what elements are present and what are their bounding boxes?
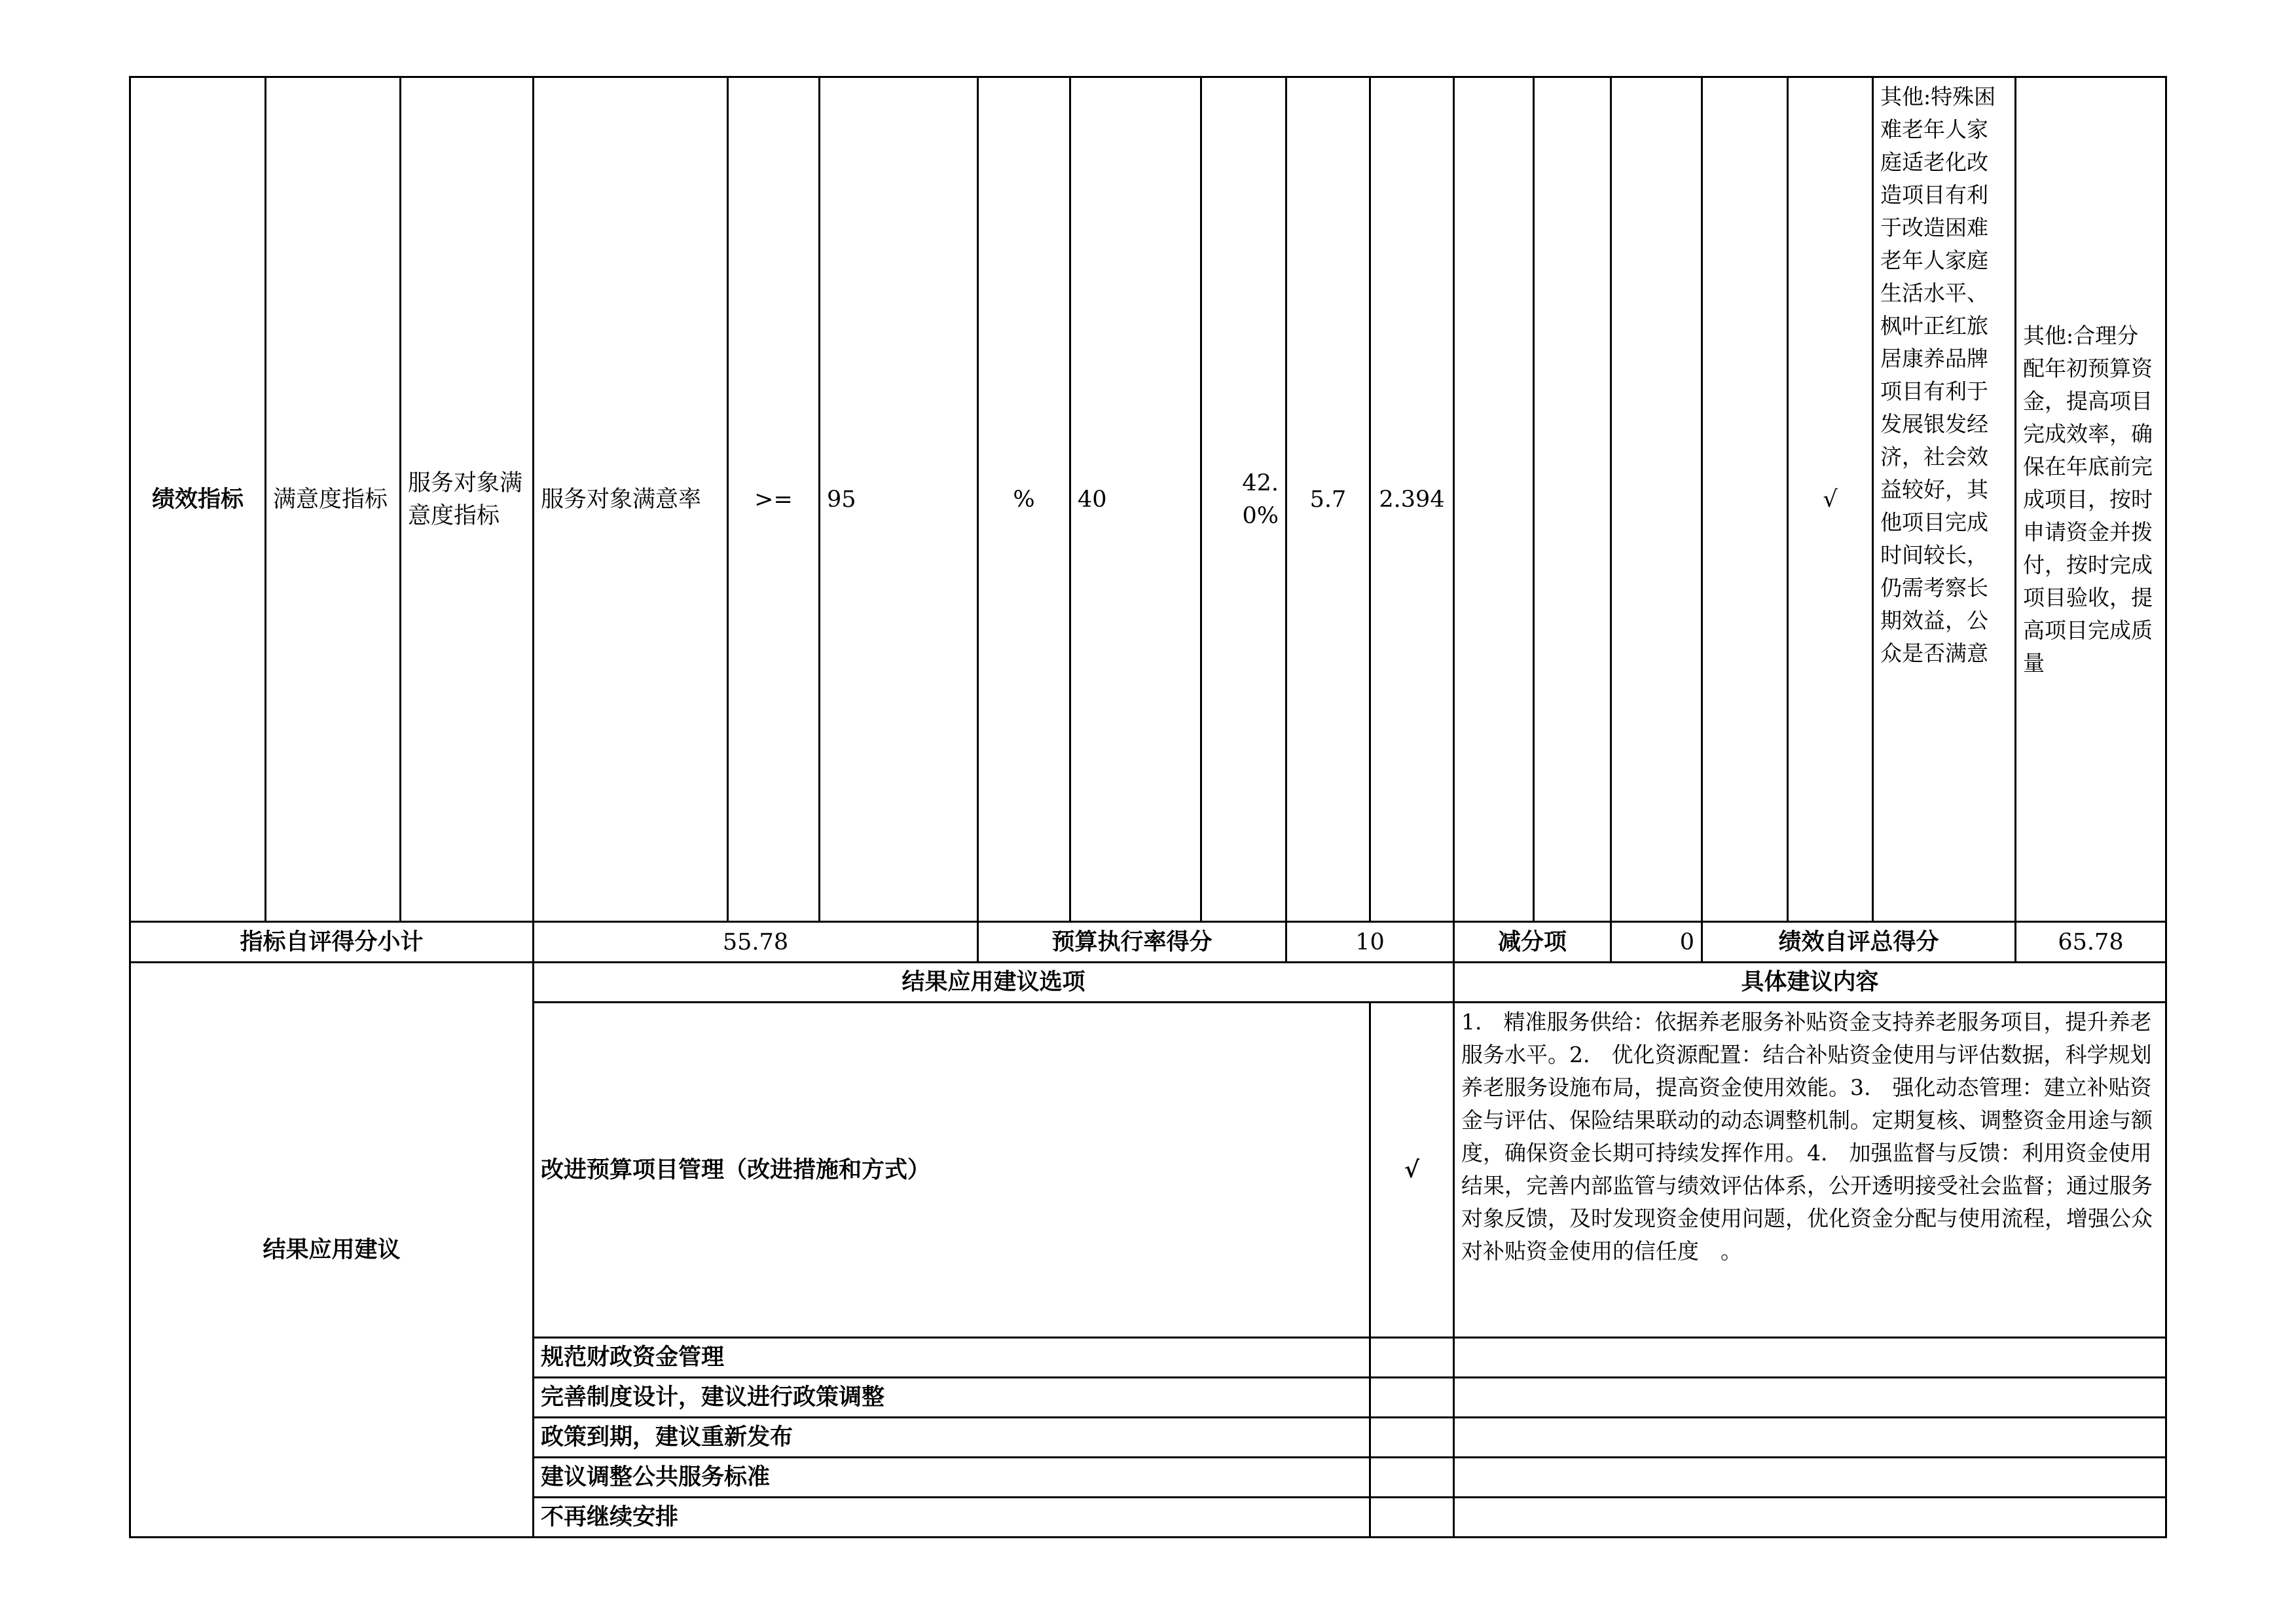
budget-rate-label: 预算执行率得分 [978,922,1286,963]
indicator-name-cell: 服务对象满意率 [534,77,728,922]
option-label: 建议调整公共服务标准 [534,1458,1370,1498]
empty-cell-4 [1702,77,1788,922]
result-section-title: 结果应用建议 [130,963,534,1538]
unit-cell: % [978,77,1070,922]
option-label: 规范财政资金管理 [534,1338,1370,1378]
option-content [1454,1418,2166,1458]
total-score-label: 绩效自评总得分 [1702,922,2016,963]
option-check [1370,1498,1454,1538]
indicator-level1-cell: 绩效指标 [130,77,266,922]
performance-evaluation-table [129,76,2167,1538]
summary-row [130,922,2166,963]
option-content [1454,1338,2166,1378]
option-check [1370,1378,1454,1418]
improvement-measure-cell: 其他:合理分配年初预算资金，提高项目完成效率，确保在年底前完成项目，按时申请资金并拨付，按时完成项目验收，提高项目完成质量 [2016,77,2166,922]
option-check: √ [1370,1003,1454,1338]
result-header-row [130,963,2166,1003]
content-header: 具体建议内容 [1454,963,2166,1003]
option-label: 不再继续安排 [534,1498,1370,1538]
deduct-cell: 2.394 [1370,77,1454,922]
check-mark-cell: √ [1788,77,1873,922]
indicator-row [130,77,2166,922]
indicator-level3-cell: 服务对象满意度指标 [401,77,534,922]
indicator-level2-cell: 满意度指标 [266,77,401,922]
operator-cell: >= [728,77,820,922]
target-value-cell: 95 [820,77,978,922]
weight-cell: 40 [1070,77,1201,922]
option-check [1370,1418,1454,1458]
option-content [1454,1498,2166,1538]
indicator-subtotal-label: 指标自评得分小计 [130,922,534,963]
option-check [1370,1338,1454,1378]
empty-cell-3 [1611,77,1702,922]
options-header: 结果应用建议选项 [534,963,1454,1003]
option-content: 1. 精准服务供给：依据养老服务补贴资金支持养老服务项目，提升养老服务水平。2. 优化资源配置：结合补贴资金使用与评估数据，科学规划养老服务设施布局，提高资金使用效能。3. 强化动态管理：建立补贴资金与评估、保险结果联动的动态调整机制。定期复核、调整资金用途与额度，确保资金长期可持续发挥作用。4. 加强监督与反馈：利用资金使用结果，完善内部监管与绩效评估体系，公开透明接受社会监督；通过服务对象反馈，及时发现资金使用问题，优化资金分配与使用流程，增强公众对补贴资金使用的信任度 。 [1454,1003,2166,1338]
option-label: 完善制度设计，建议进行政策调整 [534,1378,1370,1418]
option-content [1454,1458,2166,1498]
budget-rate-value: 10 [1286,922,1454,963]
option-content [1454,1378,2166,1418]
option-label: 政策到期，建议重新发布 [534,1418,1370,1458]
score-cell: 5.7 [1286,77,1370,922]
indicator-subtotal-value: 55.78 [534,922,978,963]
option-check [1370,1458,1454,1498]
empty-cell-1 [1454,77,1534,922]
deduction-value: 0 [1611,922,1702,963]
empty-cell-2 [1534,77,1611,922]
actual-value-cell: 42.0% [1201,77,1286,922]
deduction-label: 减分项 [1454,922,1611,963]
deviation-reason-cell: 其他:特殊困难老年人家庭适老化改造项目有利于改造困难老年人家庭生活水平、枫叶正红旅居康养品牌项目有利于发展银发经济，社会效益较好，其他项目完成时间较长，仍需考察长期效益，公众是否满意 [1873,77,2016,922]
option-label: 改进预算项目管理（改进措施和方式） [534,1003,1370,1338]
total-score-value: 65.78 [2016,922,2166,963]
